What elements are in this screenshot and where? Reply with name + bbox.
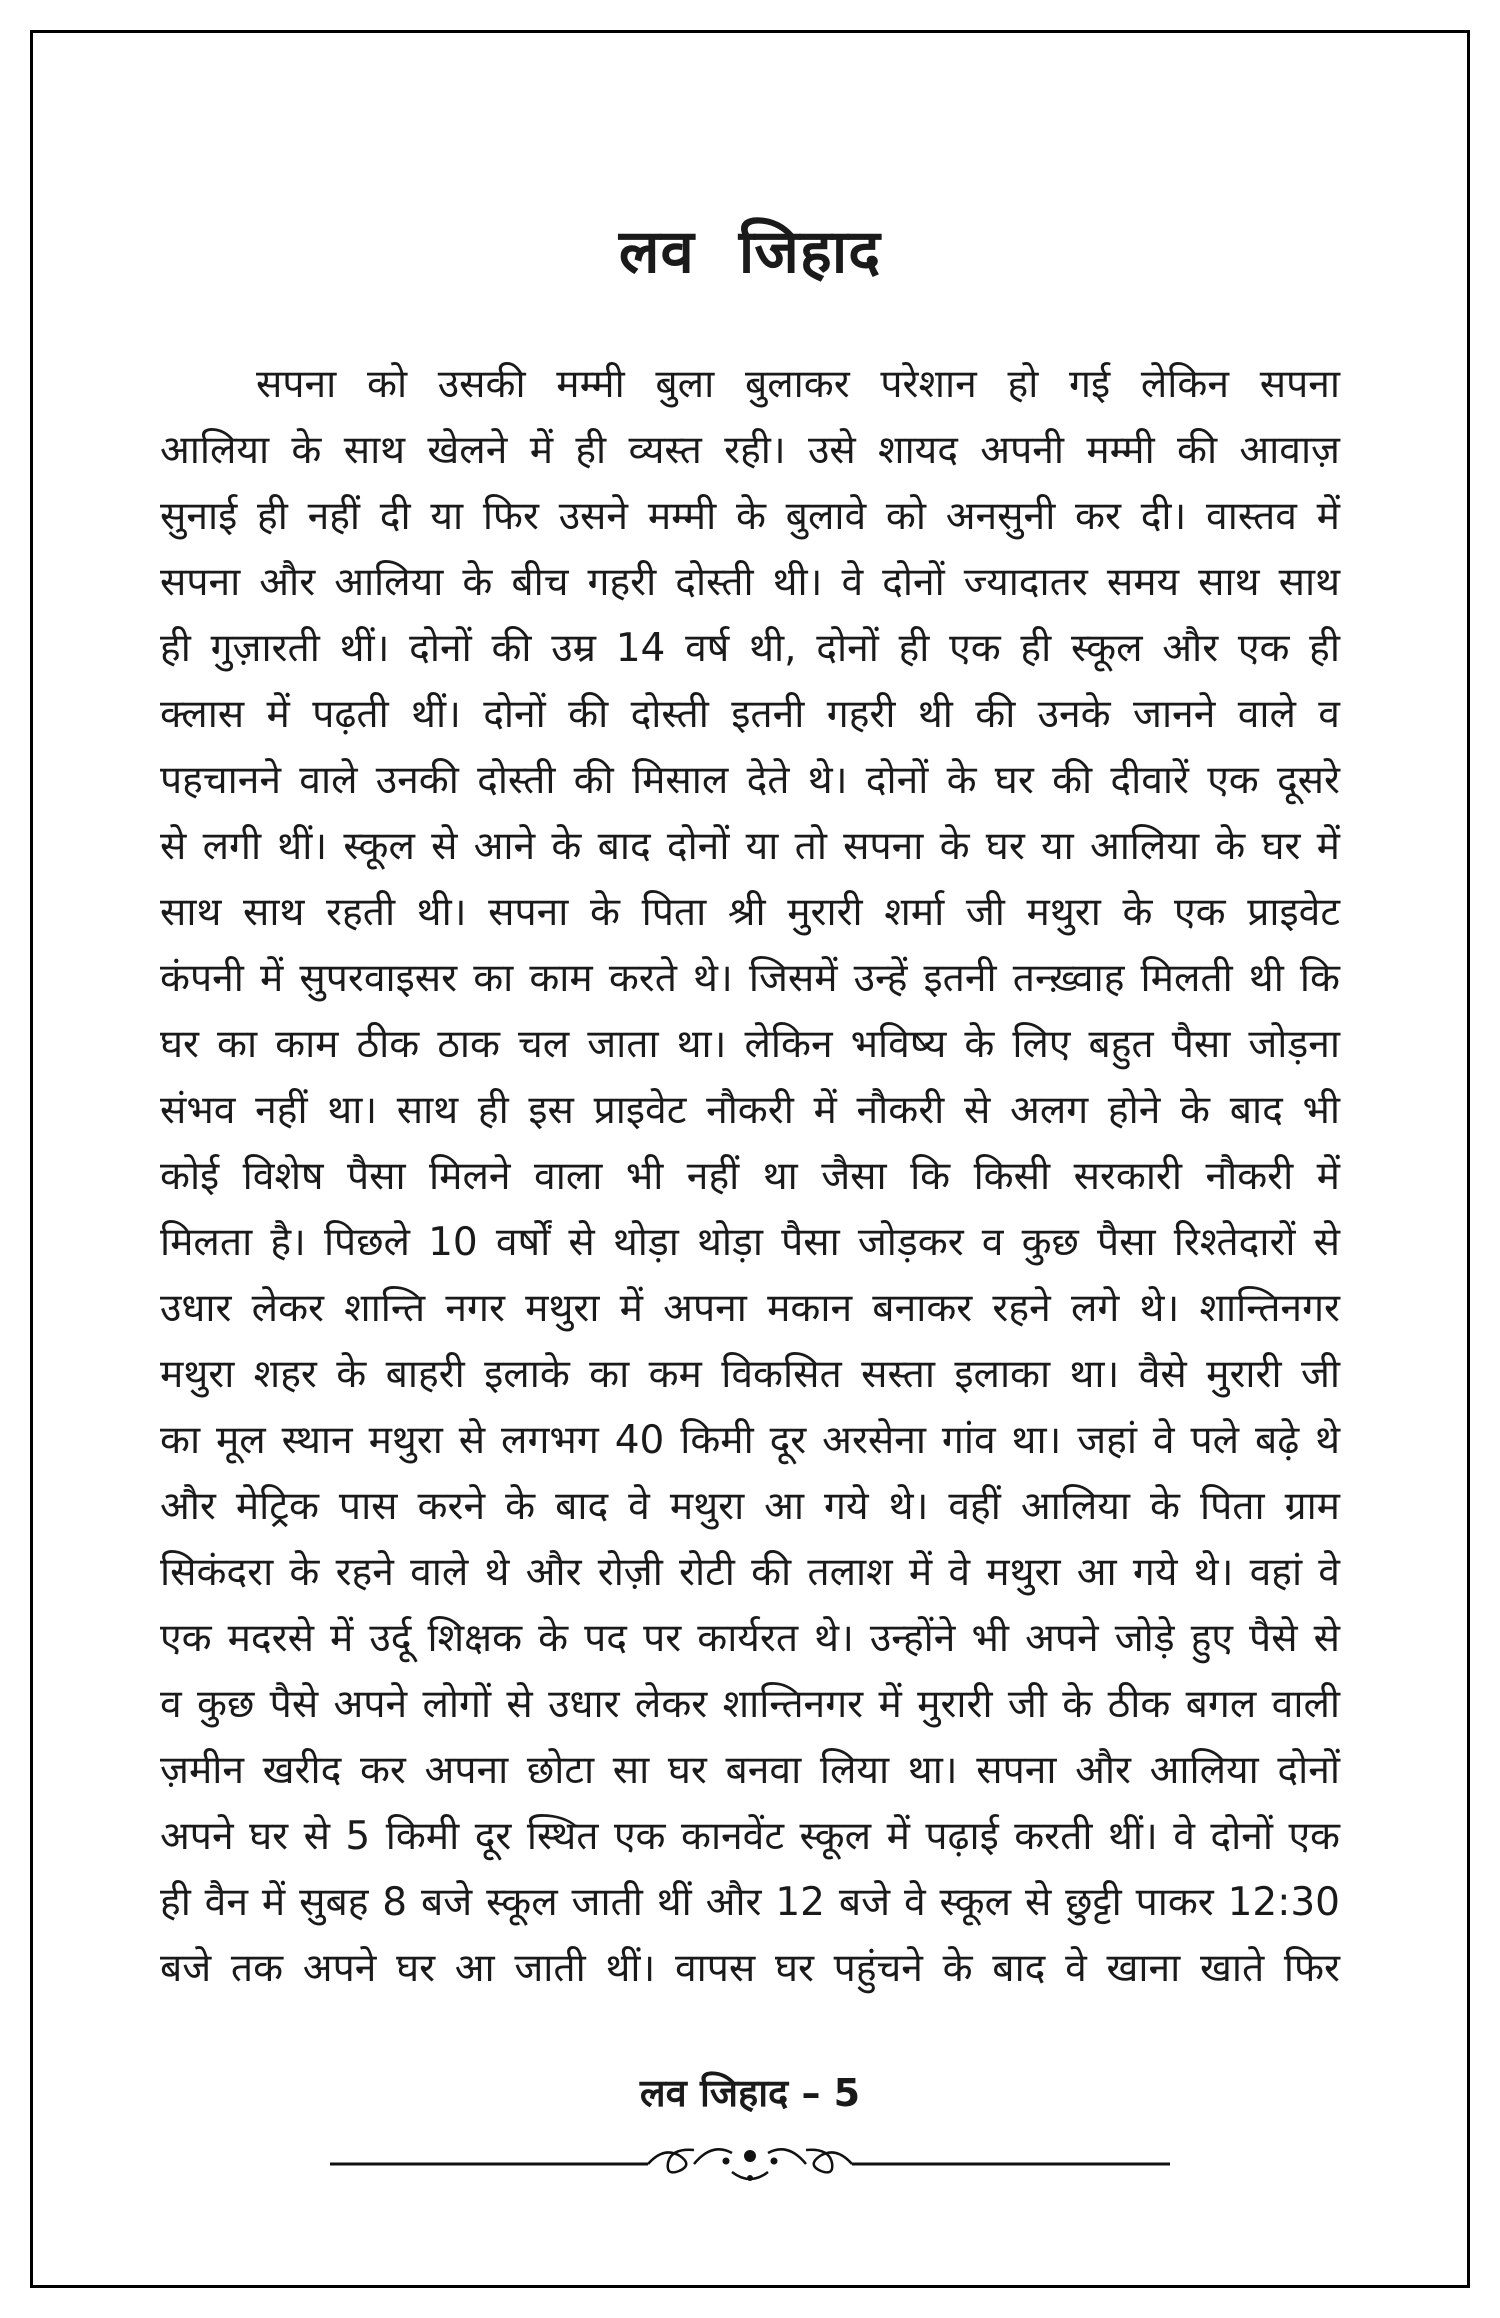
body-text	[160, 352, 1340, 2002]
body-line: और मेट्रिक पास करने के बाद वे मथुरा आ गये थे। वहीं आलिया के पिता ग्राम	[160, 1484, 1340, 1529]
body-line: मिलता है। पिछले 10 वर्षों से थोड़ा थोड़ा पैसा जोड़कर व कुछ पैसा रिश्तेदारों से	[160, 1220, 1340, 1265]
body-line: ही वैन में सुबह 8 बजे स्कूल जाती थीं और 12 बजे वे स्कूल से छुट्टी पाकर 12:30	[160, 1880, 1340, 1925]
page-title: लव जिहाद	[618, 217, 882, 287]
body-line: कंपनी में सुपरवाइसर का काम करते थे। जिसमें उन्हें इतनी तन्ख़्वाह मिलती थी कि	[160, 956, 1340, 1001]
body-line: सपना को उसकी मम्मी बुला बुलाकर परेशान हो गई लेकिन सपना	[256, 362, 1340, 407]
body-line: अपने घर से 5 किमी दूर स्थित एक कानवेंट स्कूल में पढ़ाई करती थीं। वे दोनों एक	[160, 1814, 1340, 1859]
body-line: घर का काम ठीक ठाक चल जाता था। लेकिन भविष्य के लिए बहुत पैसा जोड़ना	[160, 1022, 1340, 1067]
body-line: आलिया के साथ खेलने में ही व्यस्त रही। उसे शायद अपनी मम्मी की आवाज़	[160, 428, 1340, 473]
body-line: ही गुज़ारती थीं। दोनों की उम्र 14 वर्ष थी, दोनों ही एक ही स्कूल और एक ही	[160, 626, 1340, 671]
body-line: पहचानने वाले उनकी दोस्ती की मिसाल देते थे। दोनों के घर की दीवारें एक दूसरे	[160, 758, 1340, 803]
body-line: उधार लेकर शान्ति नगर मथुरा में अपना मकान बनाकर रहने लगे थे। शान्तिनगर	[160, 1286, 1340, 1331]
body-line: ज़मीन खरीद कर अपना छोटा सा घर बनवा लिया था। सपना और आलिया दोनों	[160, 1748, 1340, 1793]
calligraphic-flourish-icon	[330, 2132, 1170, 2192]
body-line: साथ साथ रहती थी। सपना के पिता श्री मुरारी शर्मा जी मथुरा के एक प्राइवेट	[160, 890, 1340, 935]
body-line: कोई विशेष पैसा मिलने वाला भी नहीं था जैसा कि किसी सरकारी नौकरी में	[160, 1154, 1340, 1199]
body-line: एक मदरसे में उर्दू शिक्षक के पद पर कार्यरत थे। उन्होंने भी अपने जोड़े हुए पैसे से	[160, 1616, 1340, 1661]
body-line: बजे तक अपने घर आ जाती थीं। वापस घर पहुंचने के बाद वे खाना खाते फिर	[160, 1946, 1340, 1991]
body-line: क्लास में पढ़ती थीं। दोनों की दोस्ती इतनी गहरी थी की उनके जानने वाले व	[160, 692, 1340, 737]
footer-divider	[0, 2132, 1500, 2192]
body-line: सपना और आलिया के बीच गहरी दोस्ती थी। वे दोनों ज्यादातर समय साथ साथ	[160, 560, 1340, 605]
body-line: मथुरा शहर के बाहरी इलाके का कम विकसित सस्ता इलाका था। वैसे मुरारी जी	[160, 1352, 1340, 1397]
body-line: सुनाई ही नहीं दी या फिर उसने मम्मी के बुलावे को अनसुनी कर दी। वास्तव में	[160, 494, 1340, 539]
body-line: संभव नहीं था। साथ ही इस प्राइवेट नौकरी में नौकरी से अलग होने के बाद भी	[160, 1088, 1340, 1133]
body-line: का मूल स्थान मथुरा से लगभग 40 किमी दूर अरसेना गांव था। जहां वे पले बढ़े थे	[160, 1418, 1340, 1463]
footer-text: लव जिहाद – 5	[639, 2071, 861, 2115]
body-line: से लगी थीं। स्कूल से आने के बाद दोनों या तो सपना के घर या आलिया के घर में	[160, 824, 1340, 869]
body-line: व कुछ पैसे अपने लोगों से उधार लेकर शान्तिनगर में मुरारी जी के ठीक बगल वाली	[160, 1682, 1340, 1727]
body-line: सिकंदरा के रहने वाले थे और रोज़ी रोटी की तलाश में वे मथुरा आ गये थे। वहां वे	[160, 1550, 1340, 1595]
